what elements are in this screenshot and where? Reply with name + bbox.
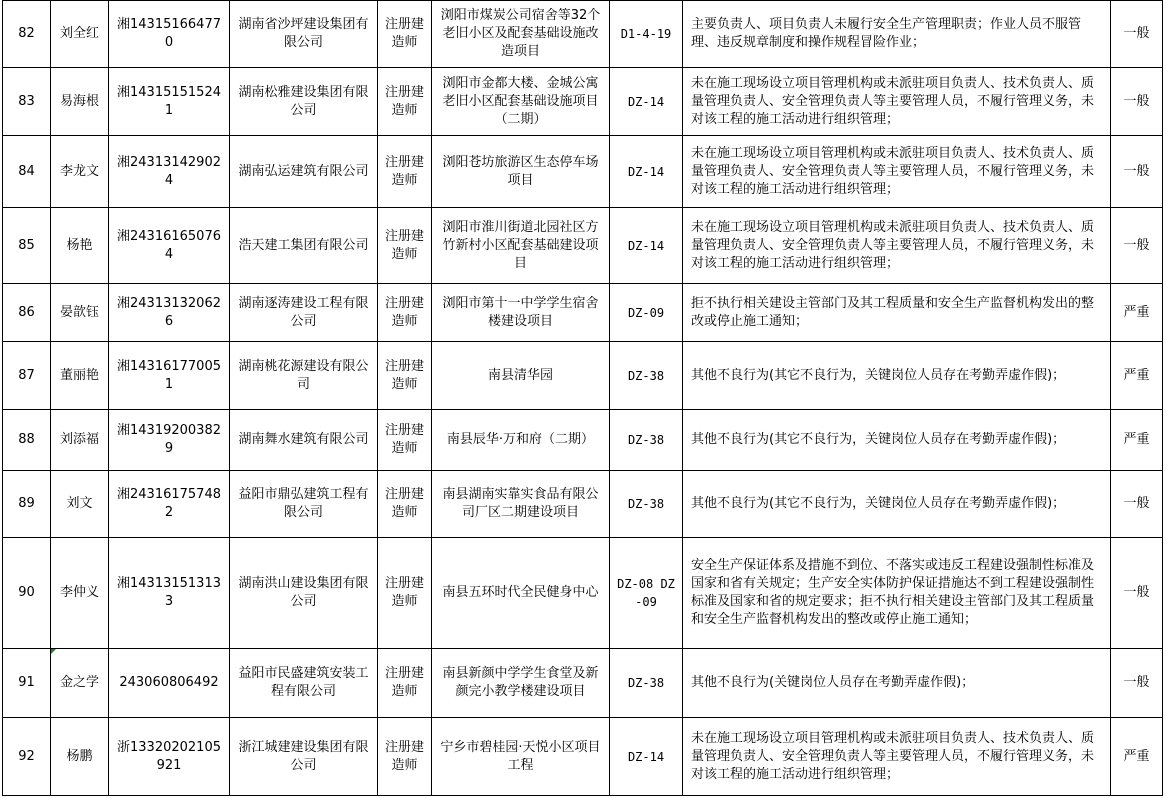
project-name: 浏阳市金都大楼、金城公寓老旧小区配套基础设施项目（二期） <box>432 68 610 136</box>
person-name: 杨鹏 <box>51 718 109 796</box>
company-name: 益阳市鼎弘建筑工程有限公司 <box>230 471 378 538</box>
severity-level: 一般 <box>1111 538 1163 649</box>
severity-level: 一般 <box>1111 1 1163 68</box>
severity-level: 一般 <box>1111 649 1163 718</box>
row-number: 82 <box>3 1 51 68</box>
person-name: 李龙文 <box>51 136 109 208</box>
violation-code: DZ-14 <box>610 718 683 796</box>
person-name: 杨艳 <box>51 208 109 284</box>
project-name: 宁乡市碧桂园·天悦小区项目工程 <box>432 718 610 796</box>
table-row <box>3 538 1163 649</box>
table-row <box>3 136 1163 208</box>
severity-level: 严重 <box>1111 410 1163 471</box>
project-name: 浏阳苍坊旅游区生态停车场项目 <box>432 136 610 208</box>
project-name: 浏阳市煤炭公司宿舍等32个老旧小区及配套基础设施改造项目 <box>432 1 610 68</box>
role-title: 注册建造师 <box>378 649 432 718</box>
certificate-number: 湘243161650764 <box>109 208 230 284</box>
project-name: 南县辰华·万和府（二期） <box>432 410 610 471</box>
company-name: 湖南桃花源建设有限公司 <box>230 342 378 410</box>
row-number: 86 <box>3 284 51 342</box>
certificate-number: 243060806492 <box>109 649 230 718</box>
role-title: 注册建造师 <box>378 342 432 410</box>
project-name: 浏阳市淮川街道北园社区方竹新村小区配套基础建设项目 <box>432 208 610 284</box>
violation-description: 安全生产保证体系及措施不到位、不落实或违反工程建设强制性标准及国家和省有关规定；生产安全实体防护保证措施达不到工程建设强制性标准及国家和省的规定要求；拒不执行相关建设主管部门及其工程质量和安全生产监督机构发出的整改或停止施工通知； <box>683 538 1111 649</box>
row-number-cell <box>3 649 51 718</box>
company-name: 湖南舞水建筑有限公司 <box>230 410 378 471</box>
certificate-number: 湘243161757482 <box>109 471 230 538</box>
project-name: 浏阳市第十一中学学生宿舍楼建设项目 <box>432 284 610 342</box>
certificate-number: 湘243131429024 <box>109 136 230 208</box>
violation-code: DZ-14 <box>610 208 683 284</box>
violation-code: DZ-38 <box>610 410 683 471</box>
violation-description: 主要负责人、项目负责人未履行安全生产管理职责；作业人员不服管理、违反规章制度和操作规程冒险作业； <box>683 1 1111 68</box>
company-name: 浩天建工集团有限公司 <box>230 208 378 284</box>
certificate-number: 湘143161770051 <box>109 342 230 410</box>
certificate-number: 湘143192003829 <box>109 410 230 471</box>
row-number: 92 <box>3 718 51 796</box>
violation-code: DZ-08 DZ-09 <box>610 538 683 649</box>
company-name: 益阳市民盛建筑安装工程有限公司 <box>230 649 378 718</box>
violation-code: DZ-14 <box>610 68 683 136</box>
violation-description: 未在施工现场设立项目管理机构或未派驻项目负责人、技术负责人、质量管理负责人、安全管理负责人等主要管理人员，不履行管理义务，未对该工程的施工活动进行组织管理； <box>683 208 1111 284</box>
person-name-cell <box>51 649 109 718</box>
project-name: 南县湖南实靠实食品有限公司厂区二期建设项目 <box>432 471 610 538</box>
role-title: 注册建造师 <box>378 208 432 284</box>
violation-code: DZ-38 <box>610 649 683 718</box>
row-number: 88 <box>3 410 51 471</box>
row-number: 89 <box>3 471 51 538</box>
severity-level: 严重 <box>1111 342 1163 410</box>
role-title: 注册建造师 <box>378 471 432 538</box>
person-name: 易海根 <box>51 68 109 136</box>
violation-description: 未在施工现场设立项目管理机构或未派驻项目负责人、技术负责人、质量管理负责人、安全管理负责人等主要管理人员，不履行管理义务，未对该工程的施工活动进行组织管理； <box>683 718 1111 796</box>
person-name: 刘添福 <box>51 410 109 471</box>
severity-level: 一般 <box>1111 136 1163 208</box>
person-name: 刘文 <box>51 471 109 538</box>
violation-description: 其他不良行为(其它不良行为，关键岗位人员存在考勤弄虚作假)； <box>683 410 1111 471</box>
certificate-number: 湘143151515241 <box>109 68 230 136</box>
table-row <box>3 1 1163 68</box>
violation-description: 其他不良行为(其它不良行为，关键岗位人员存在考勤弄虚作假)； <box>683 471 1111 538</box>
person-name: 刘全红 <box>51 1 109 68</box>
violation-code: DZ-14 <box>610 136 683 208</box>
violation-description: 未在施工现场设立项目管理机构或未派驻项目负责人、技术负责人、质量管理负责人、安全管理负责人等主要管理人员，不履行管理义务，未对该工程的施工活动进行组织管理； <box>683 68 1111 136</box>
role-title: 注册建造师 <box>378 1 432 68</box>
table-body <box>3 1 1163 796</box>
severity-level: 一般 <box>1111 68 1163 136</box>
certificate-number: 湘143131513133 <box>109 538 230 649</box>
row-number: 85 <box>3 208 51 284</box>
table-row <box>3 342 1163 410</box>
row-number: 84 <box>3 136 51 208</box>
company-name: 湖南洪山建设集团有限公司 <box>230 538 378 649</box>
project-name: 南县新颜中学学生食堂及新颜完小教学楼建设项目 <box>432 649 610 718</box>
violation-description: 其他不良行为(其它不良行为，关键岗位人员存在考勤弄虚作假)； <box>683 342 1111 410</box>
violation-code: DZ-38 <box>610 342 683 410</box>
company-name: 湖南松雅建设集团有限公司 <box>230 68 378 136</box>
row-number: 90 <box>3 538 51 649</box>
role-title: 注册建造师 <box>378 68 432 136</box>
comment-marker-icon <box>51 649 56 654</box>
table-row <box>3 718 1163 796</box>
role-title: 注册建造师 <box>378 284 432 342</box>
company-name: 湖南省沙坪建设集团有限公司 <box>230 1 378 68</box>
person-name: 李仲义 <box>51 538 109 649</box>
person-name: 金之学 <box>59 675 99 690</box>
severity-level: 一般 <box>1111 471 1163 538</box>
table-row <box>3 208 1163 284</box>
role-title: 注册建造师 <box>378 538 432 649</box>
violation-description: 其他不良行为(关键岗位人员存在考勤弄虚作假)； <box>683 649 1111 718</box>
table-row <box>3 284 1163 342</box>
role-title: 注册建造师 <box>378 410 432 471</box>
company-name: 湖南弘运建筑有限公司 <box>230 136 378 208</box>
severity-level: 严重 <box>1111 284 1163 342</box>
row-number: 91 <box>18 675 35 690</box>
company-name: 浙江城建建设集团有限公司 <box>230 718 378 796</box>
violation-code: DZ-09 <box>610 284 683 342</box>
role-title: 注册建造师 <box>378 136 432 208</box>
violation-description: 拒不执行相关建设主管部门及其工程质量和安全生产监督机构发出的整改或停止施工通知； <box>683 284 1111 342</box>
table-row <box>3 471 1163 538</box>
certificate-number: 湘243131320626 <box>109 284 230 342</box>
table-row <box>3 410 1163 471</box>
company-name: 湖南逐涛建设工程有限公司 <box>230 284 378 342</box>
severity-level: 一般 <box>1111 208 1163 284</box>
certificate-number: 浙13320202105921 <box>109 718 230 796</box>
person-name: 董丽艳 <box>51 342 109 410</box>
project-name: 南县五环时代全民健身中心 <box>432 538 610 649</box>
violation-code: D1-4-19 <box>610 1 683 68</box>
severity-level: 严重 <box>1111 718 1163 796</box>
project-name: 南县清华园 <box>432 342 610 410</box>
person-name: 晏歆钰 <box>51 284 109 342</box>
violation-description: 未在施工现场设立项目管理机构或未派驻项目负责人、技术负责人、质量管理负责人、安全管理负责人等主要管理人员，不履行管理义务，未对该工程的施工活动进行组织管理； <box>683 136 1111 208</box>
table-row <box>3 68 1163 136</box>
row-number: 83 <box>3 68 51 136</box>
row-number: 87 <box>3 342 51 410</box>
role-title: 注册建造师 <box>378 718 432 796</box>
violation-code: DZ-38 <box>610 471 683 538</box>
table-row <box>3 649 1163 718</box>
violations-table <box>2 0 1163 796</box>
certificate-number: 湘143151664770 <box>109 1 230 68</box>
